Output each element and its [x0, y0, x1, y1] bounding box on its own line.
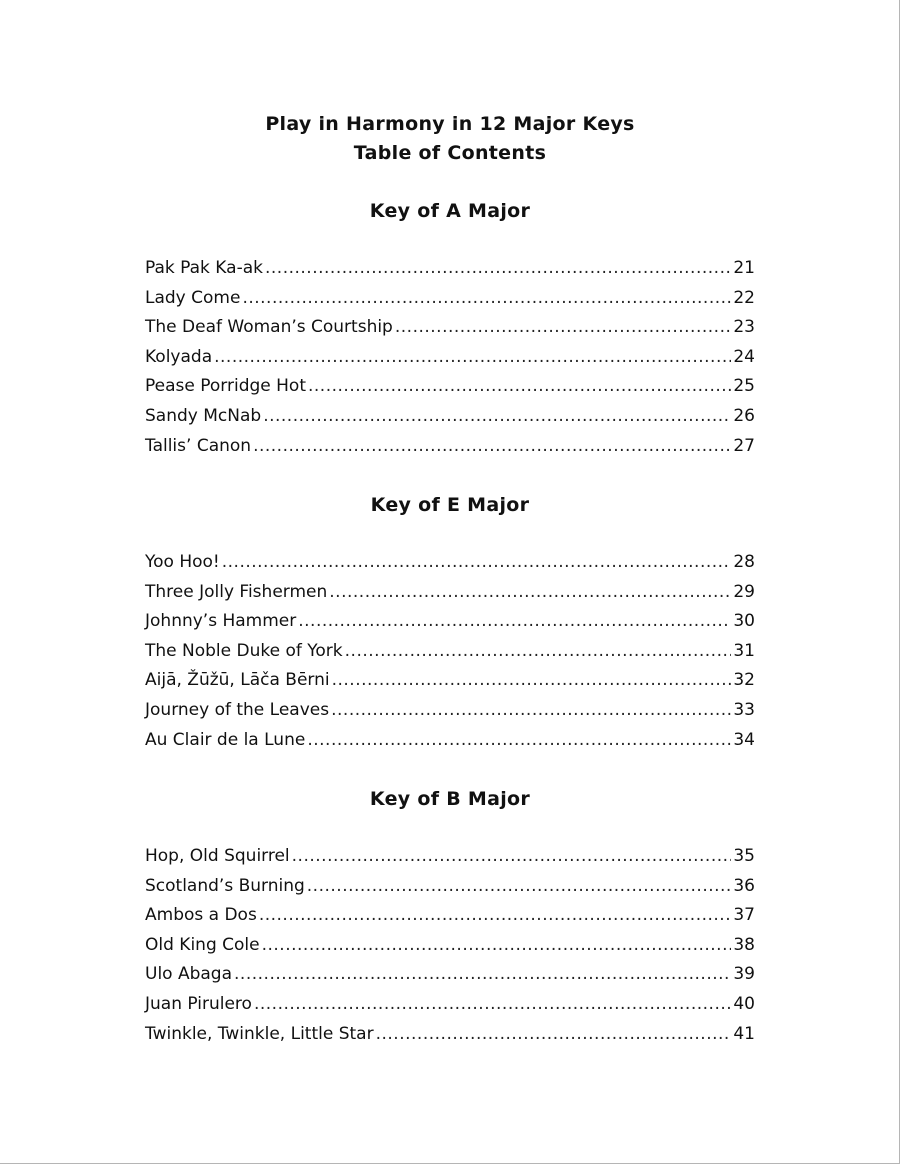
toc-entry-page: 37: [733, 905, 755, 926]
toc-entry-page: 24: [733, 346, 755, 367]
toc-entry-page: 27: [733, 435, 755, 456]
toc-entry-page: 35: [733, 846, 755, 866]
toc-entry: [145, 728, 755, 758]
document-title: Play in Harmony in 12 Major Keys: [265, 113, 635, 135]
toc-entry: [145, 374, 755, 404]
toc-entry-page: 25: [733, 376, 755, 397]
toc-entry: [145, 1022, 755, 1052]
toc-entry-page: 33: [733, 699, 755, 720]
title-block: [0, 110, 900, 168]
toc-entry-title: Scotland’s Burning: [145, 875, 305, 896]
dot-leader: [292, 844, 732, 868]
toc-entry: [145, 434, 755, 464]
dot-leader: [395, 315, 732, 339]
toc-entry-title: Kolyada: [145, 346, 213, 367]
toc-entry-title: Pak Pak Ka-ak: [145, 258, 263, 278]
toc-entry-page: 31: [733, 640, 755, 661]
dot-leader: [307, 874, 732, 898]
toc-entry: [145, 844, 755, 874]
toc-entry-page: 26: [733, 405, 755, 426]
toc-entry-title: Aijā, Žūžū, Lāča Bērni: [145, 670, 330, 691]
toc-entry: [145, 404, 755, 434]
toc-entry-page: 22: [733, 287, 755, 308]
toc-entry-page: 34: [733, 729, 755, 750]
dot-leader: [263, 404, 731, 428]
dot-leader: [331, 698, 731, 722]
toc-entry: [145, 256, 755, 286]
toc-entry-title: Au Clair de la Lune: [145, 729, 306, 750]
dot-leader: [345, 639, 732, 663]
toc-entry-title: Lady Come: [145, 287, 241, 308]
toc-entry-title: Juan Pirulero: [145, 993, 252, 1014]
toc-entry-page: 38: [733, 934, 755, 955]
toc-entry-title: The Deaf Woman’s Courtship: [145, 317, 393, 338]
toc-entry: [145, 962, 755, 992]
document-subtitle: Table of Contents: [353, 142, 547, 164]
toc-entry: [145, 286, 755, 316]
dot-leader: [234, 962, 731, 986]
toc-entry-page: 39: [733, 964, 755, 985]
toc-entry-title: Pease Porridge Hot: [145, 376, 306, 397]
toc-entry-title: Johnny’s Hammer: [145, 611, 297, 632]
toc-entry-title: Old King Cole: [145, 934, 260, 955]
toc-list-e-major: [145, 550, 755, 757]
toc-entry-page: 41: [733, 1023, 755, 1044]
toc-entry-page: 29: [733, 581, 755, 602]
dot-leader: [214, 345, 731, 369]
toc-entry: [145, 580, 755, 610]
toc-entry: [145, 550, 755, 580]
toc-entry: [145, 874, 755, 904]
dot-leader: [253, 434, 731, 458]
dot-leader: [308, 374, 731, 398]
toc-entry: [145, 345, 755, 375]
dot-leader: [242, 286, 731, 310]
section-heading-b-major: Key of B Major: [369, 788, 531, 810]
toc-entry-page: 21: [733, 258, 755, 278]
toc-entry: [145, 933, 755, 963]
dot-leader: [307, 728, 731, 752]
toc-entry-page: 28: [733, 552, 755, 572]
dot-leader: [259, 903, 732, 927]
toc-entry-page: 36: [733, 875, 755, 896]
dot-leader: [329, 580, 731, 604]
toc-entry: [145, 698, 755, 728]
dot-leader: [376, 1022, 732, 1046]
toc-entry-page: 23: [733, 317, 755, 338]
dot-leader: [298, 609, 731, 633]
toc-entry-title: Twinkle, Twinkle, Little Star: [145, 1023, 374, 1044]
toc-entry-title: Hop, Old Squirrel: [145, 846, 290, 866]
toc-entry-title: Ambos a Dos: [145, 905, 257, 926]
dot-leader: [332, 668, 732, 692]
toc-entry-page: 40: [733, 993, 755, 1014]
dot-leader: [222, 550, 732, 574]
toc-entry-title: Sandy McNab: [145, 405, 262, 426]
toc-entry: [145, 639, 755, 669]
toc-list-a-major: [145, 256, 755, 463]
toc-list-b-major: [145, 844, 755, 1051]
toc-entry: [145, 609, 755, 639]
section-heading-e-major: Key of E Major: [370, 494, 530, 516]
toc-entry: [145, 992, 755, 1022]
toc-entry-title: Yoo Hoo!: [145, 552, 220, 572]
toc-entry: [145, 315, 755, 345]
toc-entry-title: Tallis’ Canon: [145, 435, 252, 456]
dot-leader: [265, 256, 731, 280]
toc-entry: [145, 903, 755, 933]
toc-entry-page: 32: [733, 670, 755, 691]
toc-entry-title: Ulo Abaga: [145, 964, 233, 985]
toc-entry: [145, 668, 755, 698]
dot-leader: [254, 992, 731, 1016]
toc-entry-title: Three Jolly Fishermen: [145, 581, 328, 602]
toc-entry-title: Journey of the Leaves: [145, 699, 330, 720]
section-heading-a-major: Key of A Major: [369, 200, 531, 222]
dot-leader: [262, 933, 732, 957]
toc-entry-title: The Noble Duke of York: [145, 640, 343, 661]
toc-entry-page: 30: [733, 611, 755, 632]
